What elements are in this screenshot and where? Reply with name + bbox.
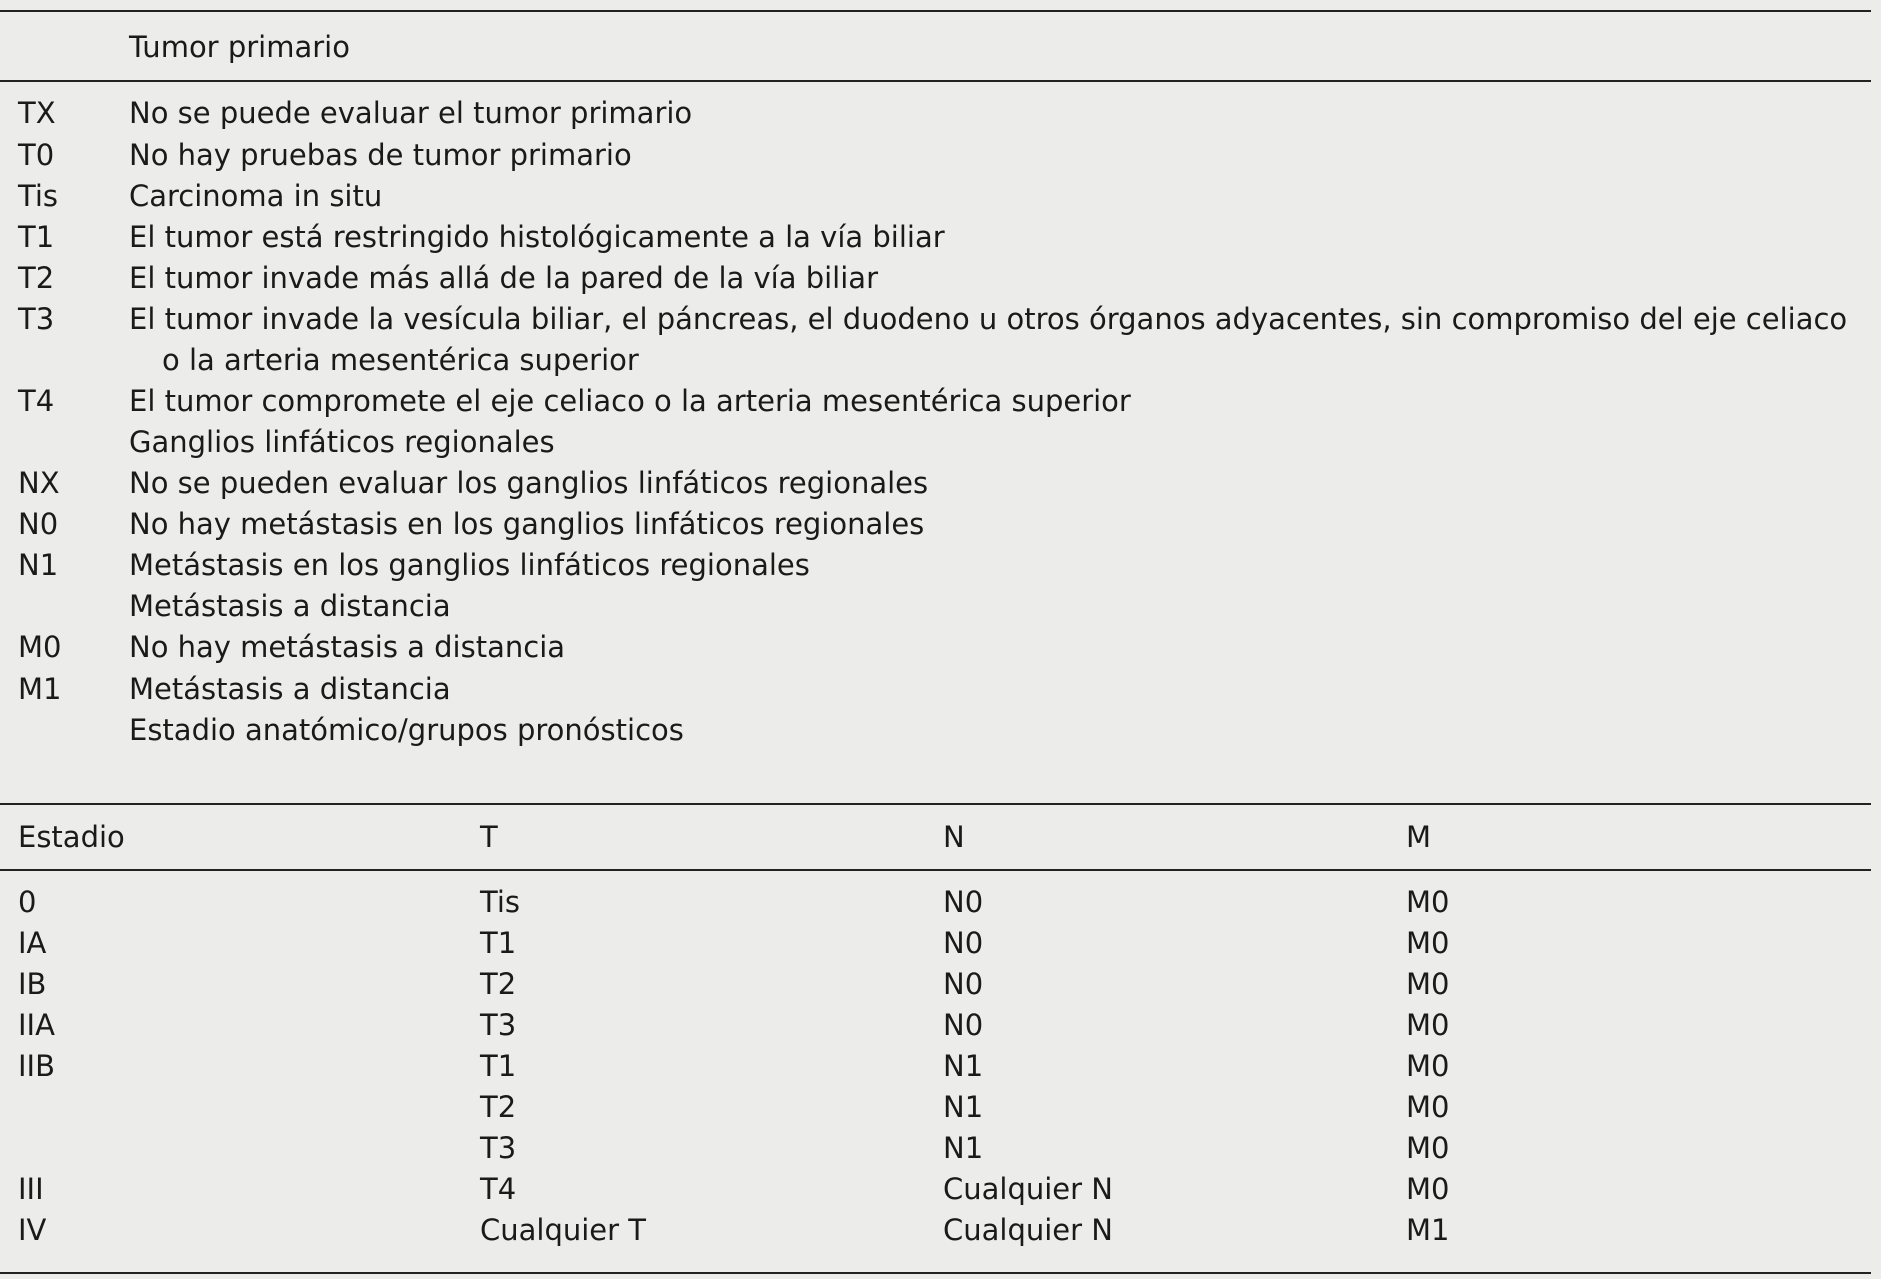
stage-cell-estadio: IIA xyxy=(18,1008,55,1042)
stage-cell-m: M0 xyxy=(1406,1131,1450,1165)
tnm-code: Tis xyxy=(18,179,58,213)
stage-cell-n: N0 xyxy=(943,967,984,1001)
tnm-description: El tumor invade más allá de la pared de la vía biliar xyxy=(129,261,878,295)
tnm-section-heading: Metástasis a distancia xyxy=(129,589,451,623)
stage-cell-t: T2 xyxy=(480,967,517,1001)
tnm-code: T1 xyxy=(18,220,55,254)
stage-cell-estadio: IV xyxy=(18,1213,47,1247)
tnm-code: NX xyxy=(18,466,60,500)
tnm-code: TX xyxy=(18,96,56,130)
tnm-description-continuation: o la arteria mesentérica superior xyxy=(162,343,639,377)
stage-cell-m: M0 xyxy=(1406,885,1450,919)
bottom-rule xyxy=(0,1272,1871,1274)
stage-cell-m: M0 xyxy=(1406,1090,1450,1124)
stage-cell-n: N1 xyxy=(943,1090,984,1124)
tnm-code: N0 xyxy=(18,507,59,541)
stage-cell-t: T3 xyxy=(480,1131,517,1165)
stage-header-rule xyxy=(0,869,1871,871)
stage-cell-n: N1 xyxy=(943,1131,984,1165)
top-rule xyxy=(0,10,1871,12)
tnm-description: Metástasis en los ganglios linfáticos regionales xyxy=(129,548,810,582)
tnm-description: El tumor invade la vesícula biliar, el páncreas, el duodeno u otros órganos adyacentes, sin compromiso del eje celiaco xyxy=(129,302,1848,336)
tnm-code: T4 xyxy=(18,384,55,418)
stage-cell-m: M0 xyxy=(1406,1008,1450,1042)
tnm-code: T2 xyxy=(18,261,55,295)
tnm-description: No hay metástasis a distancia xyxy=(129,630,566,664)
stage-cell-estadio: IB xyxy=(18,967,47,1001)
stage-cell-t: T4 xyxy=(480,1172,517,1206)
tnm-header: Tumor primario xyxy=(129,30,350,64)
tnm-section-heading: Estadio anatómico/grupos pronósticos xyxy=(129,713,684,747)
stage-cell-m: M0 xyxy=(1406,1172,1450,1206)
tnm-code: T0 xyxy=(18,138,55,172)
tnm-description: Carcinoma in situ xyxy=(129,179,383,213)
stage-cell-n: Cualquier N xyxy=(943,1213,1113,1247)
tnm-description: No hay metástasis en los ganglios linfáticos regionales xyxy=(129,507,925,541)
stage-cell-m: M0 xyxy=(1406,967,1450,1001)
tnm-section-heading: Ganglios linfáticos regionales xyxy=(129,425,555,459)
stage-cell-estadio: IIB xyxy=(18,1049,56,1083)
stage-header-t: T xyxy=(480,820,498,854)
stage-cell-m: M0 xyxy=(1406,1049,1450,1083)
stage-cell-m: M1 xyxy=(1406,1213,1450,1247)
tnm-description: No se pueden evaluar los ganglios linfáticos regionales xyxy=(129,466,929,500)
stage-cell-n: N0 xyxy=(943,885,984,919)
tnm-description: El tumor compromete el eje celiaco o la arteria mesentérica superior xyxy=(129,384,1131,418)
tnm-description: Metástasis a distancia xyxy=(129,672,451,706)
tnm-description: No hay pruebas de tumor primario xyxy=(129,138,632,172)
tnm-code: M0 xyxy=(18,630,62,664)
stage-top-rule xyxy=(0,803,1871,805)
stage-cell-n: N0 xyxy=(943,1008,984,1042)
stage-cell-t: T1 xyxy=(480,926,517,960)
stage-header-estadio: Estadio xyxy=(18,820,125,854)
stage-cell-estadio: III xyxy=(18,1172,44,1206)
stage-header-n: N xyxy=(943,820,965,854)
stage-cell-t: T2 xyxy=(480,1090,517,1124)
stage-cell-t: Tis xyxy=(480,885,520,919)
stage-header-m: M xyxy=(1406,820,1432,854)
stage-cell-estadio: 0 xyxy=(18,885,37,919)
stage-cell-n: N0 xyxy=(943,926,984,960)
tnm-description: No se puede evaluar el tumor primario xyxy=(129,96,693,130)
tnm-code: N1 xyxy=(18,548,59,582)
tnm-description: El tumor está restringido histológicamente a la vía biliar xyxy=(129,220,945,254)
stage-cell-t: T3 xyxy=(480,1008,517,1042)
tnm-code: T3 xyxy=(18,302,55,336)
tnm-code: M1 xyxy=(18,672,62,706)
stage-cell-t: Cualquier T xyxy=(480,1213,646,1247)
stage-cell-n: Cualquier N xyxy=(943,1172,1113,1206)
stage-cell-estadio: IA xyxy=(18,926,47,960)
stage-cell-n: N1 xyxy=(943,1049,984,1083)
stage-cell-m: M0 xyxy=(1406,926,1450,960)
header-rule xyxy=(0,80,1871,82)
stage-cell-t: T1 xyxy=(480,1049,517,1083)
